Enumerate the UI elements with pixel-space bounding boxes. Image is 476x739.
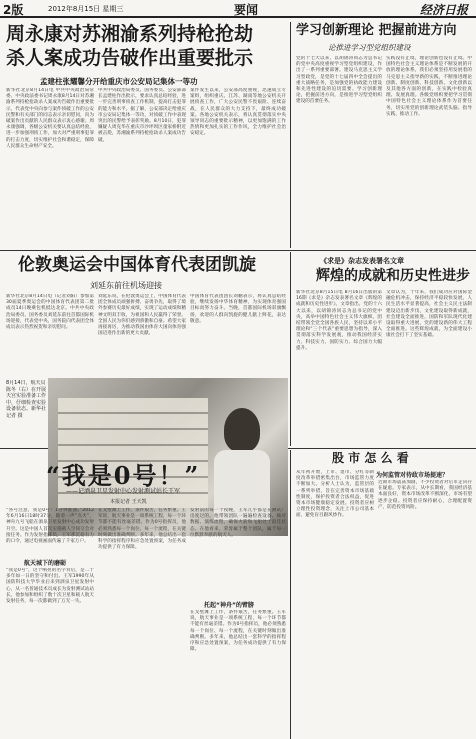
story5-section-title-2: 托起“神舟”的臂膀 — [204, 602, 254, 609]
story2-body-col2: 实践没有止境，理论创新也没有止境。中国特色社会主义理论体系是不断发展的开放的理论体系，我们必须坚持用发展着的马克思主义指导新的实践，不断推进理论创新、制度创新、科技创新、文化创新以及其他各方面的创新，在实践中检验真理、发展真理。各级党组织要把学习贯彻中国特色社会主义理论体系作为首要任务，切实用党的创新理论武装头脑、指导实践、推动工作。 — [386, 56, 472, 117]
section-rule — [0, 250, 476, 251]
story2-title: 学习创新理论 把握前进方向 — [296, 23, 457, 38]
story1-title-line1: 周永康对苏湘渝系列持枪抢劫 — [6, 23, 254, 45]
story3-title: 伦敦奥运会中国体育代表团凯旋 — [18, 255, 256, 275]
story4-title: 辉煌的成就和历史性进步 — [316, 268, 470, 284]
story1-body-col2: 中共中央政治局委员、国务委员、公安部部长孟建柱作出批示，要求认真总结经验，进一步完善刑事侦查工作机制，提高打击犯罪的能力和水平。据了解，公安部决定给重庆市公安局记集体一等功，对侦破工作中表现突出的民警给予表彰奖励。8月10日，犯罪嫌疑人周克华在重庆市沙坪坝区童家桥附近被击毙，苏湘渝系列持枪抢劫杀人案成功告破。 — [98, 88, 186, 143]
story4-body-col1: 新华社北京8月15日电 8月16日出版的第16期《求是》杂志发表署名文章《辉煌的成就和历史性进步》。文章指出，党的十六大以来，以胡锦涛同志为总书记的党中央，高举中国特色社会主义伟大旗帜，团结带领全党全国各族人民，坚持以邓小平理论和“三个代表”重要思想为指导，深入贯彻落实科学发展观，推动我国经济实力、科技实力、国防实力、综合国力大幅提升。 — [296, 290, 382, 351]
story1-body-col1: 新华社北京8月14日电 中共中央政治局常委、中央政法委书记周永康8月14日对苏湘渝系列持枪抢劫杀人案成功告破作出重要批示，代表党中央向参与案件侦破工作的公安民警和有关部门的同志表示亲切慰问，向为破案作出贡献的人民群众表示衷心感谢。周永康强调，各级公安机关要认真总结经验，进一步加强刑侦工作，加大对严重刑事犯罪的打击力度，切实维护社会和谐稳定，保障人民群众生命财产安全。 — [6, 88, 94, 149]
story5-body-col3b: 在戈壁滩上工作，条件艰苦，任务繁重。王军说，航天事业是一项系统工程，每一个环节都不能有丝毫差错。作为0号指挥员，他必须熟悉每一个岗位、每一个流程，在关键时刻做出准确判断。多年来，他总结出一套科学的指挥程序和应急处置预案，为任务成功提供了有力保障。 — [190, 610, 286, 653]
story6-question-title: 为何监管对待政市场提速？ — [376, 472, 449, 479]
story1-body-col3: 案件发生以来，公安部高度重视，迅速成立专案组，组织重庆、江苏、湖南等地公安机关开展侦查工作，广大公安民警不畏艰险、连续奋战，在人民群众的大力支持下，最终成功破案。各地公安机关表示，将认真贯彻落实中央领导同志的重要批示精神，以更加饱满的工作热情和更加扎实的工作作风，全力维护社会治安稳定。 — [190, 88, 286, 137]
date-line: 2012年8月15日 星期三 — [48, 5, 124, 13]
story5-section-title: 航天城下的磨砺 — [24, 560, 67, 567]
story1-subtitle: 孟建柱张耀馨分开给重庆市公安局记集体一等功 — [40, 77, 198, 86]
story5-subtitle: ——记酒泉卫星发射中心发射测试站长王军 — [66, 488, 181, 495]
story2-body-col1: 党的十七大以来，以胡锦涛同志为总书记的党中央高度重视学习型党组织建设，作出了一系列重要部署。建设马克思主义学习型政党，是党的十七届四中全会提出的重大战略任务，是加强党的执政能力建设和先进性建设的迫切需要。学习创新理论，把握前进方向，是推进学习型党组织建设的首要任务。 — [296, 56, 382, 105]
story4-body-col2: 文章认为，十年来，我们成功应对国际金融危机冲击，保持经济平稳较快发展，人民生活水平显著提高，社会主义民主法制建设迈出新步伐，文化建设取得新成就，社会建设全面推进，国防和军队现代化建设取得重大进展，党的建设新的伟大工程全面推进。这些辉煌成就，为全面建设小康社会打下了坚实基础。 — [386, 290, 472, 339]
story3-body-col1: 新华社北京8月14日电（记者刘阳）参加第30届夏季奥运会的中国体育代表团第二批成员14日晚乘包机抵达北京。中共中央政治局委员、国务委员刘延东前往首都国际机场迎接，代表党中央、国务院向代表团全体成员表示热烈祝贺和亲切慰问。 — [6, 294, 94, 331]
story3-body-col3: 中国体育代表团团长刘鹏表示，将认真总结经验，继续发扬中华体育精神，为实现体育强国目标而努力奋斗。当晚，首都国际机场彩旗飘扬，欢迎的人群向凯旋的健儿献上鲜花，表达敬意。 — [190, 294, 286, 324]
story5-body-col2: 在戈壁滩上工作，条件艰苦，任务繁重。王军说，航天事业是一项系统工程，每一个环节都不能有丝毫差错。作为0号指挥员，他必须熟悉每一个岗位、每一个流程，在关键时刻做出准确判断。多年来，他总结出一套科学的指挥程序和应急处置预案，为任务成功提供了有力保障。 — [98, 508, 186, 551]
story5-byline: 本报记者 王天凯 — [110, 499, 147, 505]
section-name: 要闻 — [234, 3, 259, 17]
story1-title-line2: 杀人案成功告破作出重要批示 — [6, 47, 254, 69]
story3-subtitle: 刘延东前往机场迎接 — [90, 281, 162, 290]
story6-body-col2: 近期市场震荡加剧，不少投资者对后市走向存在疑虑。专家表示，从中长期看，我国经济基本面良好，资本市场改革不断深化，市场有望逐步企稳。投资者应保持耐心，合理配置资产，防范投资风险。 — [378, 480, 472, 510]
story5-body-col1: “我是0号”，这个响亮的名字背后，是二十多年如一日的坚守和付出。王军1990年从国防科技大学毕业后来到酒泉卫星发射中心，从一名普通技术员成长为发射测试站站长。他参加和组织了数十次卫星和载人航天发射任务，每一次都做到了万无一失。 — [6, 568, 94, 605]
story3-body-col2: 刘延东说，在伦敦奥运会上，中国体育代表团全体成员顽强拼搏、奋勇争先，取得了境外参赛历史最好成绩，实现了运动成绩和精神文明双丰收，为祖国和人民赢得了荣誉。全国人民为你们感到骄傲和自豪。希望大家再接再厉，为推动我国由体育大国向体育强国迈进作出新的更大贡献。 — [98, 294, 186, 337]
edition-label: 2版 — [3, 3, 24, 17]
photo-caption: 8月14日，航天员陈冬（右）在开展天宫实验准备工作中，仔细检查实验设备状态。新华社记者 摄 — [6, 380, 46, 419]
newspaper-logo: 经济日报 — [419, 3, 468, 17]
story6-body-col1: 从年初开始，上市、退市、分红等制度改革举措密集出台，市场监管力度不断加大。分析人士认为，监管层的一系列举措，旨在完善资本市场基础性制度，保护投资者合法权益，促进资本市场健康稳定发展。投资者应树立理性投资理念，关注上市公司基本面，避免盲目跟风炒作。 — [296, 470, 374, 519]
story5-body-col3: 发射前的每一个夜晚，王军几乎都是在测试厂房度过的。他带领团队一遍遍检查设备、核对数据、演练流程，确保火箭和飞船处于最佳状态。在他看来，荣誉属于整个团队，属于每一位默默奉献的航天人。 — [190, 508, 286, 538]
story5-body-intro: “各号注意，我是0号！1分钟准备。”2012年6月16日18时37分，随着一声“点火”，神舟九号飞船在酒泉卫星发射中心成功发射升空。这是中国人首次实施载人空间交会对接任务。作为发射指挥员，王军那沉稳有力的口令，通过电视画面传遍了千家万户。 — [6, 508, 94, 545]
photo-person-shape — [224, 408, 260, 452]
page-header — [0, 0, 476, 18]
story5-title: “我是0号！” — [46, 461, 201, 490]
story2-subtitle: 论推进学习型党组织建设 — [328, 43, 411, 52]
column-rule — [290, 252, 291, 446]
story4-tag: 《求是》杂志发表署名文章 — [320, 257, 404, 265]
story6-title: 股 市 怎 么 看 — [332, 451, 409, 465]
column-rule — [290, 450, 291, 739]
column-rule — [290, 22, 291, 248]
